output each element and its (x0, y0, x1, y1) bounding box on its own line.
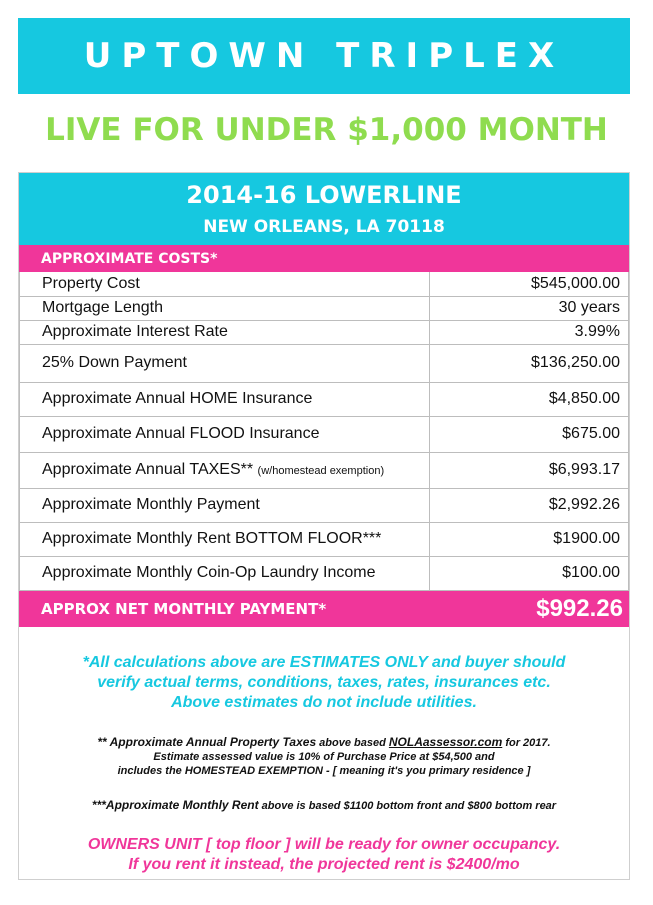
notes-section (19, 653, 629, 875)
tax-footnote-line: includes the HOMESTEAD EXEMPTION - [ meaning it's you primary residence ] (117, 764, 531, 777)
cost-value: 3.99% (430, 320, 629, 344)
cost-label (20, 416, 430, 452)
title-banner (18, 18, 630, 94)
tax-footnote (19, 735, 629, 778)
cost-row (20, 416, 629, 452)
cost-label (20, 296, 430, 320)
rent-footnote-lead: ***Approximate Monthly Rent (91, 797, 259, 812)
cost-row (20, 382, 629, 416)
cost-label-text: 25% Down Payment (42, 354, 187, 371)
assessor-link: NOLAassessor.com (388, 734, 503, 749)
cost-row (20, 452, 629, 488)
cost-label-text: Approximate Interest Rate (42, 323, 228, 340)
disclaimer-line: Above estimates do not include utilities. (171, 693, 477, 711)
cost-row (20, 320, 629, 344)
rent-footnote-tail: above is based $1100 bottom front and $800 bottom rear (258, 799, 557, 812)
cost-label (20, 344, 430, 382)
cost-label (20, 452, 430, 488)
cost-label (20, 320, 430, 344)
net-payment-value: $992.26 (536, 594, 623, 622)
tax-footnote-line: Estimate assessed value is 10% of Purchase Price at $54,500 and (153, 750, 495, 763)
cost-value: $1900.00 (430, 522, 629, 556)
cost-row (20, 556, 629, 590)
card-header (19, 173, 629, 245)
section-title-bar (19, 245, 629, 272)
net-payment-label: APPROX NET MONTHLY PAYMENT* (41, 599, 327, 618)
cost-row (20, 344, 629, 382)
cost-value: $4,850.00 (430, 382, 629, 416)
cost-value: $675.00 (430, 416, 629, 452)
estimates-disclaimer (19, 653, 629, 713)
tax-footnote-lead: ** Approximate Annual Property Taxes (97, 734, 317, 749)
cost-label (20, 272, 430, 296)
owner-note-line: OWNERS UNIT [ top floor ] will be ready for owner occupancy. (87, 835, 561, 853)
cost-label-text: Approximate Monthly Coin-Op Laundry Income (42, 564, 376, 581)
tax-footnote-mid: above based (316, 736, 389, 749)
cost-value: $136,250.00 (430, 344, 629, 382)
cost-label-text: Approximate Annual HOME Insurance (42, 390, 313, 407)
cost-label-text: Mortgage Length (42, 299, 163, 316)
tax-footnote-tail: for 2017. (502, 736, 551, 749)
cost-label-text: Approximate Monthly Rent BOTTOM FLOOR*** (42, 530, 382, 547)
cost-value: $2,992.26 (430, 488, 629, 522)
net-payment-bar (19, 591, 629, 627)
cost-row (20, 522, 629, 556)
cost-value: 30 years (430, 296, 629, 320)
disclaimer-line: verify actual terms, conditions, taxes, rates, insurances etc. (97, 673, 551, 691)
cost-value: $6,993.17 (430, 452, 629, 488)
property-city: NEW ORLEANS, LA 70118 (203, 217, 445, 237)
section-title: APPROXIMATE COSTS* (41, 250, 218, 267)
cost-label-text: Approximate Monthly Payment (42, 496, 260, 513)
cost-label-text: Approximate Annual TAXES** (42, 461, 254, 478)
rent-footnote (19, 798, 629, 813)
cost-row (20, 296, 629, 320)
cost-row (20, 488, 629, 522)
owner-unit-note (19, 835, 629, 875)
cost-label (20, 382, 430, 416)
cost-label (20, 488, 430, 522)
cost-label-text: Property Cost (42, 274, 140, 292)
cost-label-note: (w/homestead exemption) (257, 465, 385, 477)
property-address: 2014-16 LOWERLINE (186, 181, 462, 209)
title: UPTOWN TRIPLEX (83, 36, 565, 76)
cost-value: $545,000.00 (430, 272, 629, 296)
disclaimer-line: *All calculations above are ESTIMATES ONLY and buyer should (82, 653, 566, 671)
cost-row (20, 272, 629, 296)
tagline: LIVE FOR UNDER $1,000 MONTH (45, 112, 608, 148)
costs-table (19, 272, 629, 591)
cost-label (20, 522, 430, 556)
cost-label (20, 556, 430, 590)
owner-note-line: If you rent it instead, the projected rent is $2400/mo (128, 855, 520, 873)
cost-label-text: Approximate Annual FLOOD Insurance (42, 425, 320, 442)
cost-value: $100.00 (430, 556, 629, 590)
cost-card (18, 172, 630, 880)
